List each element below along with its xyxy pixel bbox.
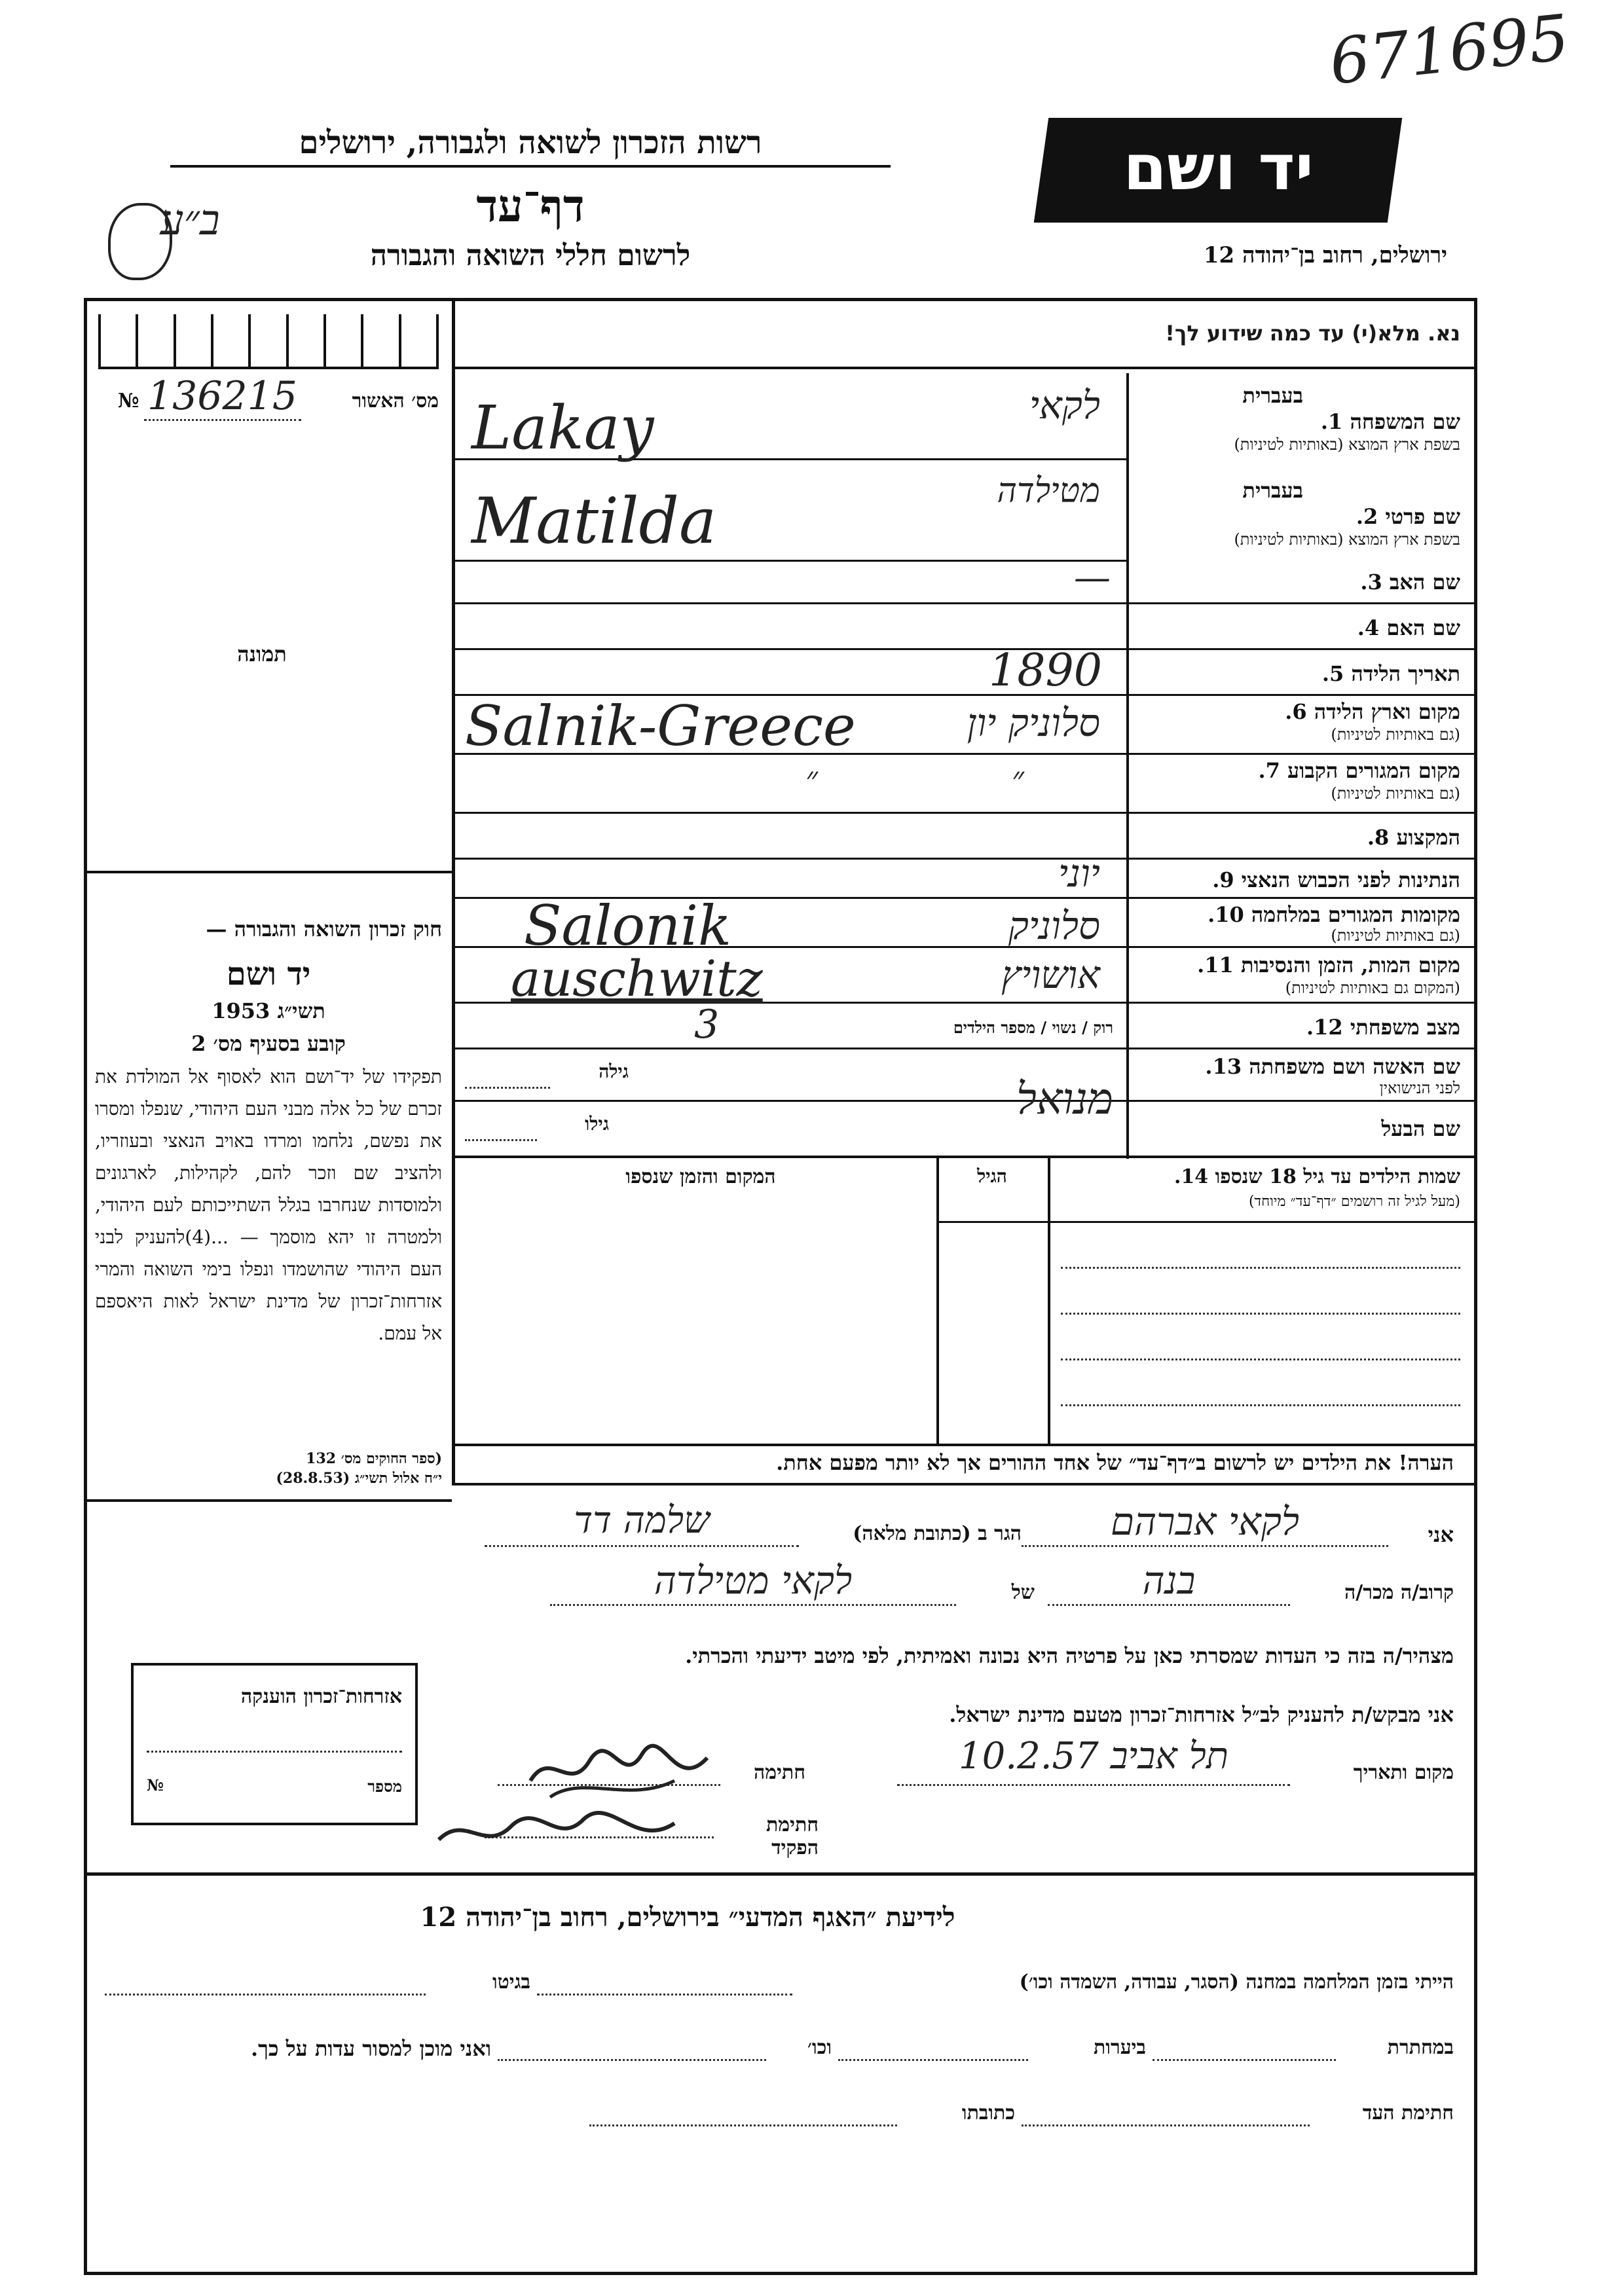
husband-age-underline	[465, 1139, 537, 1141]
field-12-num: 12.	[1306, 1015, 1343, 1040]
form-title: דף־עד	[476, 180, 585, 232]
children-row-line	[1061, 1313, 1460, 1315]
row-rule	[452, 858, 1477, 860]
row-rule	[452, 812, 1477, 814]
residence-value[interactable]: ״ ״	[805, 759, 1116, 797]
citizenship-number-label: מספר	[367, 1777, 402, 1796]
field-4-num: 4.	[1357, 615, 1380, 640]
birth-place-hebrew[interactable]: סלוניק יון	[967, 701, 1100, 745]
children-row-line	[1061, 1404, 1460, 1406]
field-10-num: 10.	[1208, 902, 1244, 927]
field-2-label	[1133, 504, 1460, 529]
decl-of-label: של	[1011, 1581, 1035, 1604]
field-5-label-text: תאריך הלידה	[1351, 661, 1460, 686]
record-label: מס׳ האשור	[352, 390, 439, 412]
intro-text: נא. מלא(י) עד כמה שידוע לך!	[1165, 321, 1460, 346]
field-5-label	[1133, 661, 1460, 686]
decl-relative-line	[1048, 1604, 1290, 1606]
field-2-label-text: שם פרטי	[1385, 504, 1460, 529]
decl-ani-label: אני	[1428, 1522, 1454, 1547]
field-10-label-text: מקומות המגורים במלחמה	[1251, 902, 1460, 927]
field-12-label	[1133, 1015, 1460, 1040]
wartime-residence-hebrew[interactable]: סלוניק	[1008, 903, 1100, 948]
field-10-label	[1133, 902, 1460, 927]
field-4-label-text: שם האם	[1386, 615, 1460, 640]
footer-forests: ביערות	[1093, 2036, 1146, 2059]
field-13-num: 13.	[1205, 1054, 1242, 1079]
authority-title: רשות הזכרון לשואה ולגבורה, ירושלים	[170, 124, 891, 168]
death-place-latin[interactable]: auschwitz	[511, 949, 763, 1008]
field-10-sub: (גם באותיות לטיניות)	[1331, 926, 1460, 945]
children-col-divider	[1048, 1156, 1050, 1444]
footer-address: כתובתו	[961, 2102, 1015, 2124]
footer-willing: ואני מוכן למסור עדות על כך.	[250, 2036, 491, 2061]
field-7-sub: (גם באותיות לטיניות)	[1331, 784, 1460, 803]
citizenship-line	[147, 1751, 402, 1753]
birth-place-latin[interactable]: Salnik-Greece	[465, 694, 856, 758]
wife-age-label: גילה	[599, 1061, 629, 1082]
field-11-num: 11.	[1197, 953, 1234, 977]
field-11-sub: (המקום גם באותיות לטיניות)	[1285, 979, 1460, 997]
field-11-label	[1133, 953, 1460, 977]
field-2-sub: בשפת ארץ המוצא (באותיות לטיניות)	[1234, 530, 1460, 549]
husband-name-value[interactable]: מנואל	[1016, 1074, 1113, 1124]
citizenship-box	[131, 1663, 418, 1825]
field-2-heb-tag: בעברית	[1242, 478, 1303, 503]
field-9-num: 9.	[1212, 867, 1234, 892]
decl-residing-value[interactable]: שלמה דד	[574, 1499, 710, 1542]
law-box-top	[84, 871, 452, 873]
wartime-residence-latin[interactable]: Salonik	[524, 894, 731, 958]
field-8-num: 8.	[1367, 825, 1390, 850]
family-name-latin[interactable]: Lakay	[471, 393, 654, 463]
decl-residing-label: הגר ב (כתובת מלאה)	[853, 1522, 1022, 1545]
left-divider	[452, 298, 455, 1483]
nationality-value[interactable]: יוני	[1058, 851, 1100, 896]
officer-signature	[426, 1794, 688, 1859]
field-9-label	[1133, 867, 1460, 892]
law-year-line	[138, 998, 399, 1023]
decl-place-date-value[interactable]: תל אביב 10.2.57	[959, 1735, 1228, 1777]
children-count-value[interactable]: 3	[694, 1002, 720, 1048]
row-rule	[452, 1048, 1477, 1049]
note-top-rule	[452, 1444, 1477, 1446]
footer-line1-end: בגיטו	[492, 1971, 530, 1994]
decl-place-date-line	[897, 1784, 1290, 1786]
field-7-label	[1133, 758, 1460, 783]
field-13-sub: לפני הנישואין	[1379, 1079, 1460, 1097]
children-header-rule	[936, 1221, 1477, 1223]
decl-request: אני מבקש/ת להעניק לב״ל אזרחות־זכרון מטעם מדינת ישראל.	[949, 1702, 1454, 1727]
decl-relative-label: קרוב/ה מכר/ה	[1344, 1581, 1454, 1604]
row-rule	[452, 1156, 1477, 1158]
yad-vashem-logo	[1034, 118, 1402, 223]
field-8-label	[1133, 825, 1460, 850]
record-number[interactable]: 136215	[147, 373, 298, 419]
wife-age-underline	[465, 1087, 550, 1089]
field-1-num: 1.	[1320, 409, 1343, 434]
citizenship-title: אזרחות־זכרון הוענקה	[240, 1685, 402, 1708]
field-4-label	[1133, 615, 1460, 640]
row-rule	[452, 602, 1477, 604]
corner-mark-circle	[108, 203, 172, 280]
office-ticks	[98, 314, 439, 369]
label-divider	[1126, 373, 1129, 1159]
footer-title: לידיעת ״האגף המדעי״ בירושלים, רחוב בן־יהודה 12	[420, 1902, 955, 1933]
law-body: תפקידו של יד־ושם הוא לאסוף אל המולדת את זכרם של כל אלה מבני העם היהודי, שנפלו ומסרו את נפשם, נלחמו ומרדו באויב הנאצי ובעוזריו, ולהציב שם וזכר להם, לקהילות, לארגונים ולמוסדות שנחרבו בגלל השתייכותם לעם היהודי, ולמטרה זו יהא מוסמך — ...(4)להעניק לבני העם היהודי שהושמדו ונפלו בימי השואה והמרי אזרחות־זכרון של מדינת ישראל לאות היאספם אל עמם.	[95, 1066, 442, 1344]
footer-forests-blank	[838, 2059, 1028, 2061]
field-2-num: 2.	[1356, 504, 1378, 529]
footer-witness-sign: חתימת העד	[1362, 2102, 1454, 2124]
death-place-hebrew[interactable]: אושויץ	[1001, 953, 1100, 997]
record-underline	[144, 419, 301, 421]
footer-address-blank	[589, 2124, 897, 2126]
footer-witness-sign-blank	[1022, 2124, 1310, 2126]
field-13-label	[1133, 1054, 1460, 1079]
corner-mark: ב״ע	[160, 196, 220, 245]
law-clause: קובע בסעיף מס׳ 2	[191, 1031, 346, 1056]
field-6-label	[1133, 699, 1460, 724]
first-name-latin[interactable]: Matilda	[471, 484, 717, 558]
row-rule	[452, 560, 1126, 562]
field-1-sub: בשפת ארץ המוצא (באותיות לטיניות)	[1234, 435, 1460, 454]
children-row-line	[1061, 1267, 1460, 1269]
law-box-bottom	[84, 1499, 452, 1502]
decl-statement: מצהיר/ה בזה כי העדות שמסרתי כאן על פרטיה היא נכונה ואמיתית, לפי מיטב ידיעתי והכרתי.	[685, 1643, 1454, 1668]
children-label	[1054, 1165, 1460, 1188]
husband-age-label: גילו	[585, 1113, 609, 1135]
law-year: 1953	[212, 998, 270, 1023]
archive-number: 671695	[1326, 1, 1573, 99]
address: ירושלים, רחוב בן־יהודה 12	[1203, 242, 1447, 268]
children-col-place: המקום והזמן שנספו	[625, 1165, 776, 1188]
field-1-label	[1133, 409, 1460, 434]
record-prefix: №	[118, 390, 139, 412]
decl-place-date-label: מקום ותאריך	[1353, 1761, 1454, 1784]
footer-underground-blank	[1153, 2059, 1336, 2061]
first-name-hebrew[interactable]: מטילדה	[997, 471, 1100, 511]
form-subtitle: לרשום חללי השואה והגבורה	[370, 239, 691, 272]
children-row-line	[1061, 1358, 1460, 1360]
decl-signature-label: חתימה	[754, 1761, 805, 1784]
children-col-age: הגיל	[977, 1165, 1007, 1187]
note-bottom-rule	[452, 1483, 1477, 1485]
footer-etc-blank	[498, 2059, 766, 2061]
decl-of-value[interactable]: לקאי מטילדה	[654, 1558, 853, 1603]
decl-officer-label: חתימת הפקיד	[766, 1813, 819, 1859]
field-13-label-text: שם האשה ושם משפחתה	[1249, 1054, 1460, 1079]
footer-ghetto-blank	[105, 1994, 426, 1995]
field-8-label-text: המקצוע	[1396, 825, 1460, 850]
law-footnote-1: (ספר החוקים מס׳ 132	[306, 1450, 442, 1467]
decl-residing-line	[485, 1545, 799, 1547]
decl-ani-value[interactable]: לקאי אברהם	[1110, 1499, 1300, 1544]
field-7-num: 7.	[1258, 758, 1280, 783]
field-6-num: 6.	[1285, 699, 1307, 724]
children-col-divider	[936, 1156, 939, 1444]
decl-of-line	[550, 1604, 956, 1606]
children-label-text: שמות הילדים עד גיל 18 שנספו	[1215, 1165, 1460, 1188]
children-sub: (מעל לגיל זה רושמים ״דף־עד״ מיוחד)	[1248, 1194, 1460, 1210]
field-1-label-text: שם המשפחה	[1350, 409, 1460, 434]
husband-label: שם הבעל	[1381, 1116, 1460, 1141]
field-3-num: 3.	[1360, 570, 1382, 594]
footer-rule	[84, 1872, 1477, 1876]
children-num: 14.	[1173, 1165, 1209, 1188]
marital-inline-label: רוק / נשוי / מספר הילדים	[953, 1018, 1113, 1037]
citizenship-prefix: №	[147, 1776, 164, 1795]
field-5-num: 5.	[1321, 661, 1344, 686]
birth-date-value[interactable]: 1890	[989, 645, 1103, 697]
law-year-he: תשי״ג	[277, 998, 325, 1023]
family-name-hebrew[interactable]: לקאי	[1029, 383, 1100, 428]
row-rule	[452, 648, 1477, 650]
father-name-value[interactable]: —	[1074, 556, 1111, 599]
photo-label: תמונה	[237, 642, 287, 666]
footer-etc: וכו׳	[807, 2036, 832, 2059]
field-6-sub: (גם באותיות לטיניות)	[1331, 725, 1460, 744]
field-11-label-text: מקום המות, הזמן והנסיבות	[1240, 953, 1460, 977]
field-7-label-text: מקום המגורים הקבוע	[1287, 758, 1460, 783]
law-logo: יד ושם	[226, 956, 311, 993]
field-1-heb-tag: בעברית	[1242, 383, 1303, 408]
logo-text: יד ושם	[1123, 131, 1314, 204]
note-text: הערה! את הילדים יש לרשום ב״דף־עד״ של אחד ההורים אך לא יותר מפעם אחת.	[776, 1450, 1454, 1475]
footer-underground: במחתרת	[1387, 2036, 1454, 2059]
field-9-label-text: הנתינות לפני הכבוש הנאצי	[1241, 867, 1460, 892]
intro-rule	[452, 367, 1477, 369]
law-title: חוק זכרון השואה והגבורה —	[206, 917, 442, 941]
footer-line1-blank	[537, 1994, 792, 1995]
field-3-label	[1133, 570, 1460, 594]
field-6-label-text: מקום וארץ הלידה	[1314, 699, 1460, 724]
field-3-label-text: שם האב	[1389, 570, 1460, 594]
decl-relative-value[interactable]: בנה	[1142, 1558, 1196, 1603]
field-12-label-text: מצב משפחתי	[1350, 1015, 1460, 1040]
law-footnote-2: י״ח אלול תשי״ג (28.8.53)	[276, 1470, 442, 1487]
decl-ani-line	[1022, 1545, 1388, 1547]
footer-line1: הייתי בזמן המלחמה במחנה (הסגר, עבודה, השמדה וכו׳)	[1019, 1971, 1454, 1994]
